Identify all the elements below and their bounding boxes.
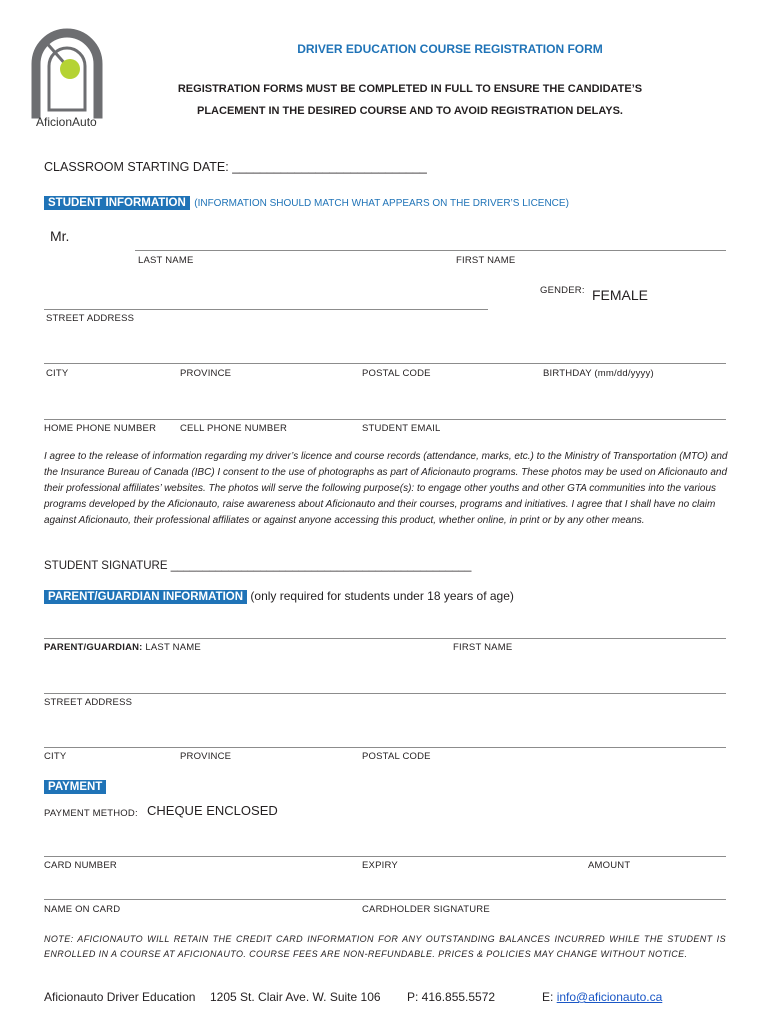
phone-row-line[interactable] <box>44 419 726 420</box>
street-address-line[interactable] <box>44 309 488 310</box>
refund-note: NOTE: AFICIONAUTO WILL RETAIN THE CREDIT CARD INFORMATION FOR ANY OUTSTANDING BALANCES INCURRED WHILE THE STUDENT IS ENROLLED IN A COURSE AT AFICIONAUTO. COURSE FEES ARE NON-REFUNDABLE. PRICES & POLICIES MAY CHANGE WITHOUT NOTICE. <box>44 934 726 959</box>
student-last-name-label: LAST NAME <box>138 255 194 266</box>
expiry-label: EXPIRY <box>362 860 398 871</box>
parent-last-name-label <box>44 642 201 653</box>
card-row-line[interactable] <box>44 856 726 857</box>
student-section-header <box>44 193 569 211</box>
parent-name-line[interactable] <box>44 638 726 639</box>
payment-section-badge: PAYMENT <box>44 780 106 794</box>
subtitle-line-2: PLACEMENT IN THE DESIRED COURSE AND TO AVOID REGISTRATION DELAYS. <box>197 105 623 117</box>
footer-email <box>542 990 662 1004</box>
student-first-name-label: FIRST NAME <box>456 255 516 266</box>
student-signature-blank[interactable]: _______________________________________________ <box>170 560 472 572</box>
payment-method-value[interactable]: CHEQUE ENCLOSED <box>147 803 278 818</box>
street-address-label: STREET ADDRESS <box>46 313 135 324</box>
logo-wordmark: AficionAuto <box>36 115 97 129</box>
amount-label: AMOUNT <box>588 860 631 871</box>
name-on-card-label: NAME ON CARD <box>44 904 121 915</box>
parent-street-label: STREET ADDRESS <box>44 697 133 708</box>
parent-last-name-text: LAST NAME <box>145 642 201 653</box>
parent-postal-label: POSTAL CODE <box>362 751 431 762</box>
classroom-date-label: CLASSROOM STARTING DATE: <box>44 160 229 174</box>
aficionauto-logo-icon <box>22 22 112 122</box>
classroom-date-blank[interactable]: ____________________________ <box>232 160 427 174</box>
cardholder-row-line[interactable] <box>44 899 726 900</box>
classroom-start-date[interactable] <box>44 160 427 174</box>
parent-section-badge: PARENT/GUARDIAN INFORMATION <box>44 590 247 604</box>
province-label: PROVINCE <box>180 368 232 379</box>
parent-first-name-label: FIRST NAME <box>453 642 513 653</box>
consent-paragraph: I agree to the release of information regarding my driver’s licence and course records (attendance, marks, etc.) to the Ministry of Transportation (MTO) and the Insurance Bureau of Canada (IBC) I consent to the use of photographs as part of Aficionauto programs. These photos may be used on Aficionauto and their professional affiliates’ websites. The photos will serve the following purpose(s): to engage other youths and other GTA communities into the various programs developed by the Aficionauto, raise awareness about Aficionauto and their courses, programs and initiatives. I agree that I shall have no claim against Aficionauto, their professional affiliates or against anyone accessing this product, whether online, in print or by any other means. <box>44 451 728 526</box>
gender-label: GENDER: <box>540 285 585 296</box>
home-phone-label: HOME PHONE NUMBER <box>44 423 157 434</box>
footer-phone: P: 416.855.5572 <box>407 990 496 1004</box>
parent-section-note: (only required for students under 18 years of age) <box>250 589 514 603</box>
student-title-value[interactable]: Mr. <box>50 228 70 244</box>
gender-value[interactable]: FEMALE <box>592 287 649 303</box>
student-email-label: STUDENT EMAIL <box>362 423 441 434</box>
parent-city-label: CITY <box>44 751 67 762</box>
parent-street-line[interactable] <box>44 693 726 694</box>
student-name-line[interactable] <box>135 250 726 251</box>
footer-address: 1205 St. Clair Ave. W. Suite 106 <box>210 990 381 1004</box>
form-subtitle <box>140 78 680 122</box>
student-signature-label: STUDENT SIGNATURE <box>44 560 168 572</box>
cardholder-signature-label: CARDHOLDER SIGNATURE <box>362 904 490 915</box>
parent-guardian-bold: PARENT/GUARDIAN: <box>44 642 143 653</box>
footer-email-prefix: E: <box>542 990 554 1004</box>
city-row-line[interactable] <box>44 363 726 364</box>
form-title: DRIVER EDUCATION COURSE REGISTRATION FORM <box>297 42 603 56</box>
student-section-badge: STUDENT INFORMATION <box>44 196 190 210</box>
card-number-label: CARD NUMBER <box>44 860 117 871</box>
student-signature[interactable] <box>44 560 471 572</box>
postal-code-label: POSTAL CODE <box>362 368 431 379</box>
payment-method-label: PAYMENT METHOD: <box>44 808 138 819</box>
footer-org: Aficionauto Driver Education <box>44 990 196 1004</box>
footer-email-link[interactable]: info@aficionauto.ca <box>556 990 663 1004</box>
student-section-note: (INFORMATION SHOULD MATCH WHAT APPEARS ON THE DRIVER’S LICENCE) <box>194 198 569 209</box>
parent-section-header <box>44 589 514 603</box>
cell-phone-label: CELL PHONE NUMBER <box>180 423 288 434</box>
parent-province-label: PROVINCE <box>180 751 232 762</box>
parent-city-line[interactable] <box>44 747 726 748</box>
subtitle-line-1: REGISTRATION FORMS MUST BE COMPLETED IN FULL TO ENSURE THE CANDIDATE’S <box>177 83 643 95</box>
birthday-label: BIRTHDAY (mm/dd/yyyy) <box>543 368 654 379</box>
city-label: CITY <box>46 368 69 379</box>
payment-section-header <box>44 777 106 795</box>
